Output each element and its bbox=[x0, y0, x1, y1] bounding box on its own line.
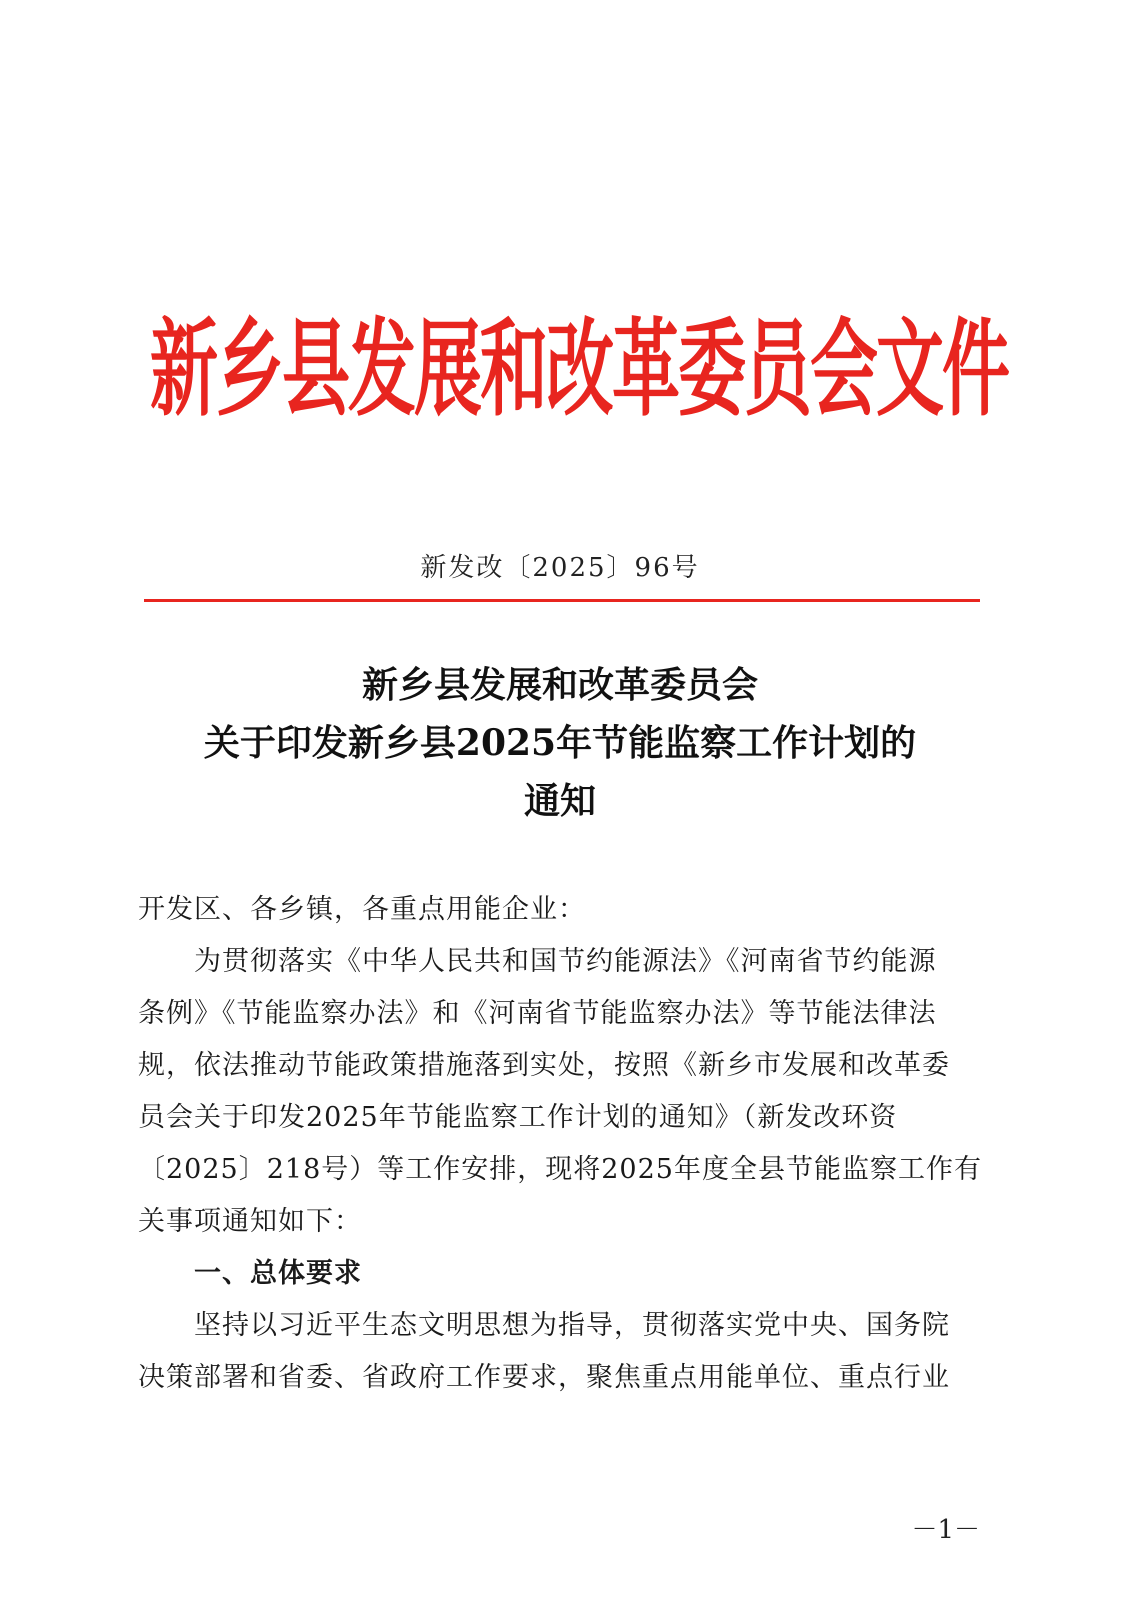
body-line: 〔2025〕218号）等工作安排，现将2025年度全县节能监察工作有 bbox=[138, 1154, 982, 1185]
page-number: －1－ bbox=[911, 1515, 980, 1545]
red-divider-rule bbox=[144, 599, 980, 602]
body-line: 员会关于印发2025年节能监察工作计划的通知》（新发改环资 bbox=[138, 1102, 898, 1133]
body-line: 条例》《节能监察办法》和《河南省节能监察办法》等节能法律法 bbox=[138, 998, 937, 1029]
document-number: 新发改〔2025〕96号 bbox=[420, 553, 700, 583]
salutation: 开发区、各乡镇，各重点用能企业： bbox=[138, 894, 586, 925]
title-line-1: 新乡县发展和改革委员会 bbox=[361, 664, 758, 706]
title-line-3: 通知 bbox=[523, 780, 596, 822]
masthead-title: 新乡县发展和改革委员会文件 bbox=[150, 308, 1009, 432]
title-line-2: 关于印发新乡县2025年节能监察工作计划的 bbox=[203, 722, 917, 764]
body-line: 为贯彻落实《中华人民共和国节约能源法》《河南省节约能源 bbox=[194, 946, 937, 977]
body-line: 关事项通知如下： bbox=[138, 1206, 362, 1237]
section-heading: 一、总体要求 bbox=[194, 1258, 362, 1289]
body-line: 坚持以习近平生态文明思想为指导，贯彻落实党中央、国务院 bbox=[194, 1310, 950, 1341]
notice-body bbox=[138, 884, 982, 1404]
body-line: 规，依法推动节能政策措施落到实处，按照《新乡市发展和改革委 bbox=[138, 1050, 950, 1081]
notice-title bbox=[140, 656, 980, 830]
body-line: 决策部署和省委、省政府工作要求，聚焦重点用能单位、重点行业 bbox=[138, 1362, 950, 1393]
